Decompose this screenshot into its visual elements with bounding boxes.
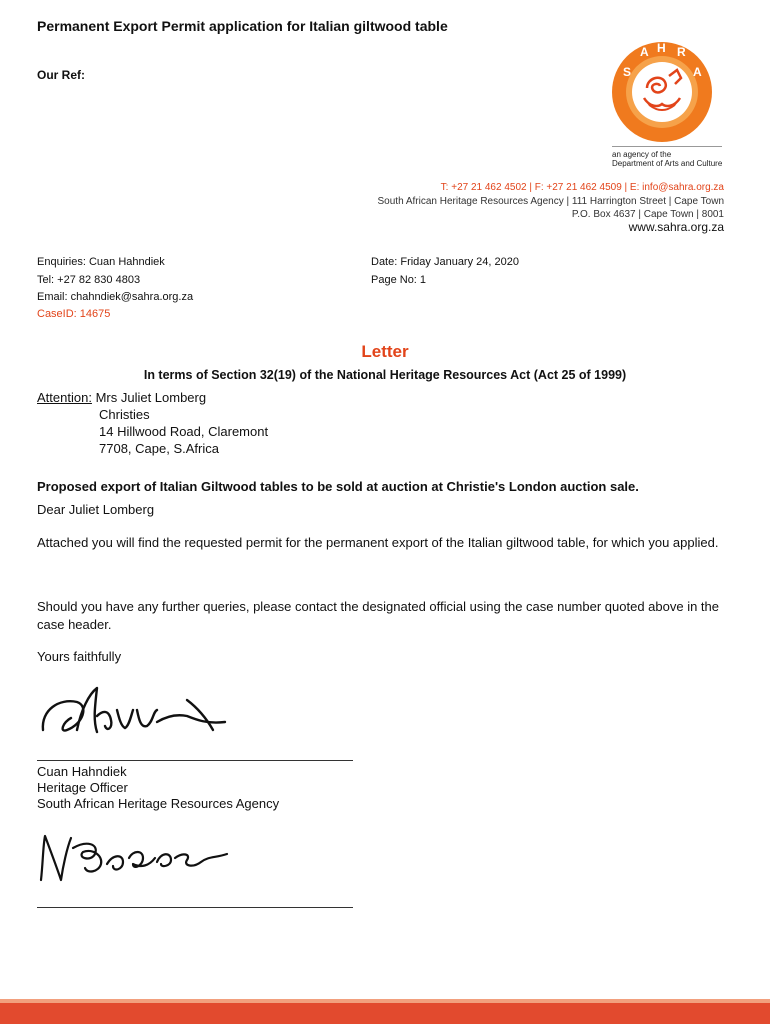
signatory-title: Heritage Officer <box>37 780 128 795</box>
page-number: Page No: 1 <box>371 274 427 286</box>
agency-line-1: an agency of the <box>612 150 672 159</box>
our-ref-label: Our Ref: <box>37 68 85 82</box>
attention-line <box>37 390 206 405</box>
agency-divider <box>612 146 722 147</box>
address-line: Christies <box>99 407 150 422</box>
svg-text:A: A <box>640 45 649 59</box>
letter-subject: Proposed export of Italian Giltwood tables to be sold at auction at Christie's London auction sale. <box>37 479 639 494</box>
agency-line-2: Department of Arts and Culture <box>612 159 723 168</box>
legal-reference: In terms of Section 32(19) of the National Heritage Resources Act (Act 25 of 1999) <box>143 368 627 382</box>
enquiries: Enquiries: Cuan Hahndiek <box>37 256 165 268</box>
document-title: Permanent Export Permit application for Italian giltwood table <box>37 18 448 34</box>
contact-po-box: P.O. Box 4637 | Cape Town | 8001 <box>571 209 724 220</box>
signatory-name: Cuan Hahndiek <box>37 764 127 779</box>
letter-date: Date: Friday January 24, 2020 <box>371 256 519 268</box>
attention-name: Mrs Juliet Lomberg <box>95 390 207 405</box>
address-line: 7708, Cape, S.Africa <box>99 441 219 456</box>
letter-heading: Letter <box>361 342 409 361</box>
telephone: Tel: +27 82 830 4803 <box>37 274 141 286</box>
footer-bar <box>0 1003 770 1024</box>
svg-text:S: S <box>623 65 632 79</box>
email: Email: chahndiek@sahra.org.za <box>37 291 194 303</box>
svg-text:A: A <box>693 65 702 79</box>
contact-website: www.sahra.org.za <box>628 220 724 234</box>
sahra-logo <box>597 40 727 150</box>
address-line: 14 Hillwood Road, Claremont <box>99 424 269 439</box>
signature-line-1 <box>37 760 353 761</box>
body-paragraph-2: Should you have any further queries, please contact the designated official using the case number quoted above in the case header. <box>37 599 719 632</box>
svg-text:R: R <box>677 45 686 59</box>
case-id: CaseID: 14675 <box>37 308 111 320</box>
signature-1 <box>37 680 231 744</box>
attention-label: Attention: <box>37 390 92 405</box>
signatory-organisation: South African Heritage Resources Agency <box>37 796 280 811</box>
signature-line-2 <box>37 907 353 908</box>
contact-street-address: South African Heritage Resources Agency | 111 Harrington Street | Cape Town <box>377 196 724 207</box>
closing: Yours faithfully <box>37 649 122 664</box>
body-paragraph-1: Attached you will find the requested permit for the permanent export of the Italian giltwood table, for which you applied. <box>37 535 719 550</box>
svg-text:H: H <box>657 41 666 55</box>
contact-phone-email: T: +27 21 462 4502 | F: +27 21 462 4509 | E: info@sahra.org.za <box>440 182 724 193</box>
signature-2 <box>37 828 233 892</box>
salutation: Dear Juliet Lomberg <box>37 502 155 517</box>
